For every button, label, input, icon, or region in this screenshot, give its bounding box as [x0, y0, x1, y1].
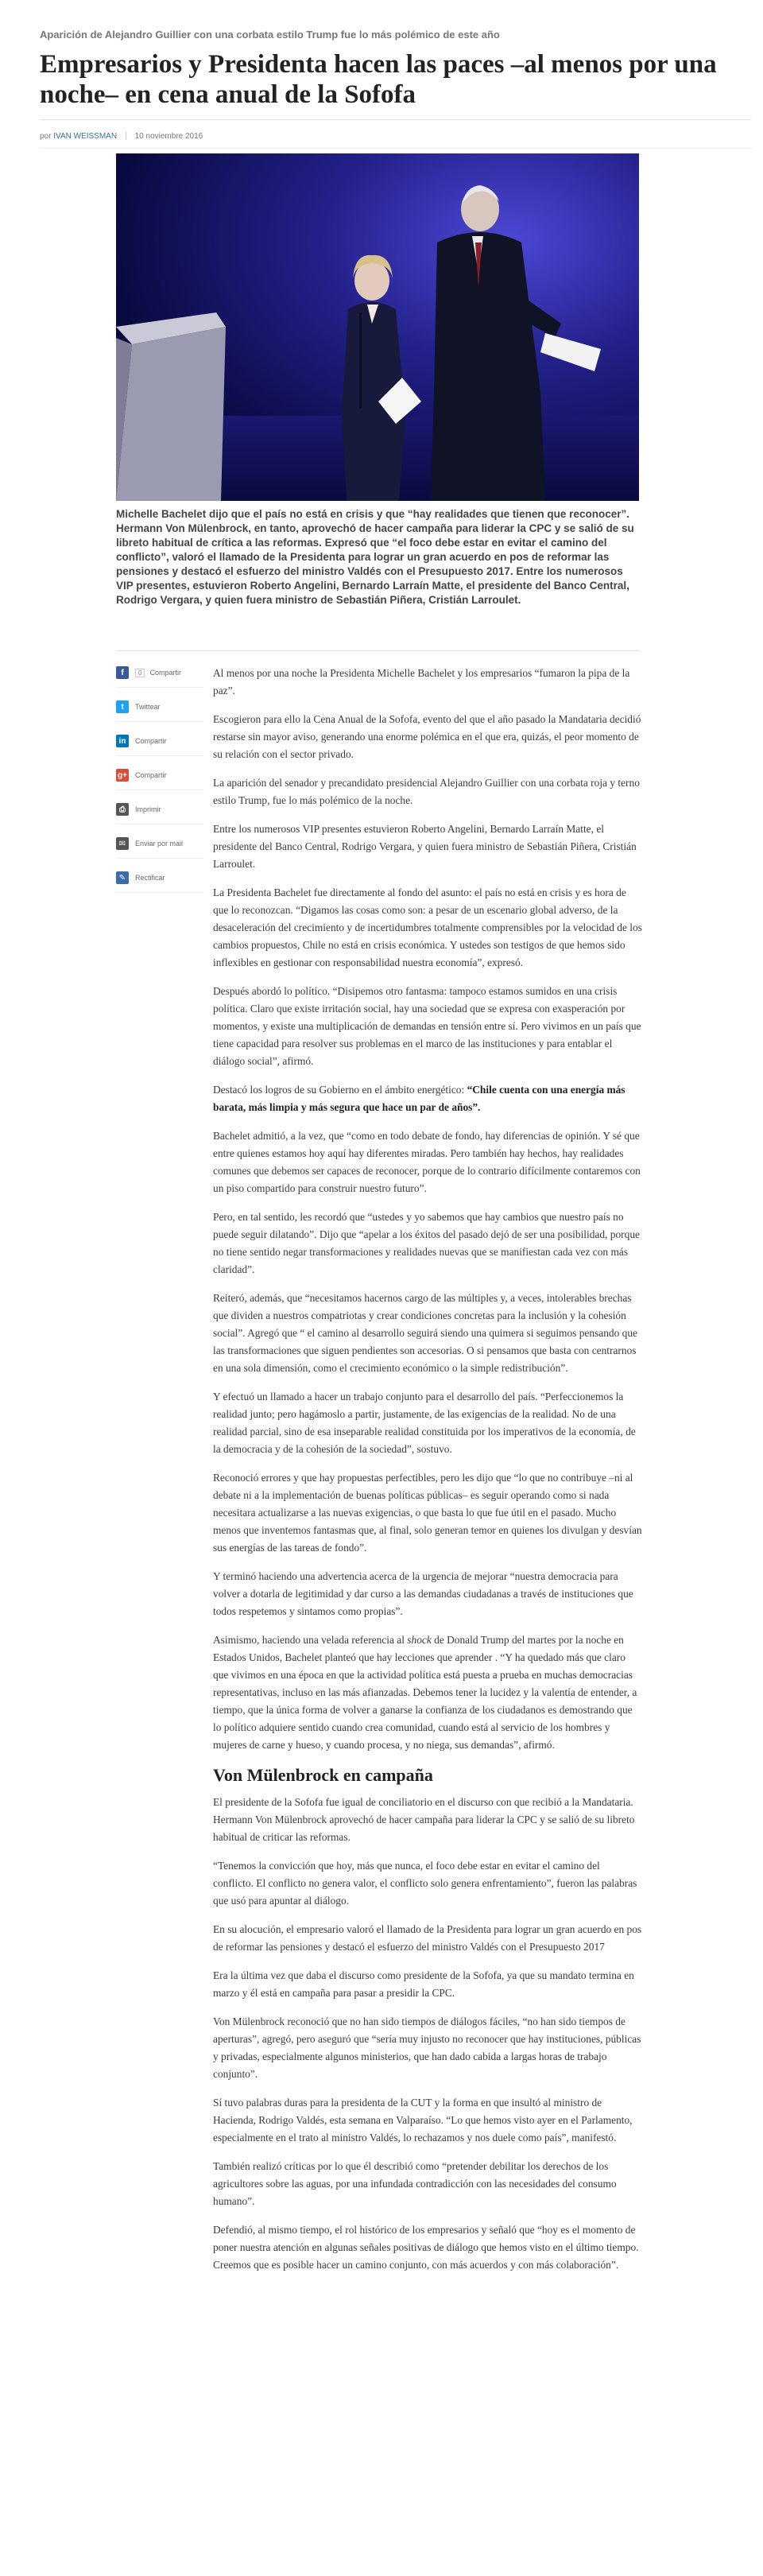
paragraph-italic: shock [407, 1634, 432, 1646]
email-icon: ✉ [116, 837, 129, 850]
share-linkedin-button[interactable] [116, 733, 203, 756]
body-paragraph: También realizó críticas por lo que él describió como “pretender debilitar los derechos de los agricultores sobre las aguas, por una infundada contradicción con las necesidades del consumo humano”. [213, 2160, 617, 2207]
paragraph-text: Destacó los logros de su Gobierno en el ámbito energético: [213, 1084, 467, 1096]
print-icon: ⎙ [116, 803, 129, 816]
author-link[interactable]: IVAN WEISSMAN [53, 132, 118, 141]
paragraph-text: de Donald Trump del martes por la noche en Estados Unidos, Bachelet planteó que hay lecciones que aprender . “Y ha quedado más que claro que vivimos en una época en que la actividad política está puesta a prueba en muchas democracias representativas, incluso en las más afianzadas. Debemos tener la lucidez y la valentía de entender, a tiempo, que la única forma de volver a ganarse la confianza de los ciudadanos es demostrando que lo político adquiere sentido cuando crea comunidad, cuando está al servicio de los hombres y mujeres de carne y hueso, y cuando procesa, y no niega, sus demandas”, afirmó. [213, 1634, 637, 1751]
body-paragraph: El presidente de la Sofofa fue igual de conciliatorio en el discurso con que recibió a la Mandataria. Hermann Von Mülenbrock aprovechó de hacer campaña para liderar la CPC y se salió de su libreto habitual de criticar las reformas. [213, 1796, 635, 1843]
share-label: Compartir [135, 771, 167, 779]
share-label: Twittear [135, 703, 161, 711]
googleplus-icon: g+ [116, 769, 129, 782]
body-paragraph: Al menos por una noche la Presidenta Michelle Bachelet y los empresarios “fumaron la pipa de la paz”. [213, 667, 630, 696]
article-title: Empresarios y Presidenta hacen las paces –al menos por una noche– en cena anual de la Sofofa [40, 50, 717, 109]
body-paragraph: En su alocución, el empresario valoró el llamado de la Presidenta para lograr un gran acuerdo en pos de reformar las pensiones y destacó el esfuerzo del ministro Valdés con el Presupuesto 2017 [213, 1923, 642, 1953]
share-facebook-button[interactable] [116, 665, 203, 688]
share-googleplus-button[interactable] [116, 767, 203, 790]
body-paragraph: La Presidenta Bachelet fue directamente al fondo del asunto: el país no está en crisis y es hora de que lo reconozcan. “Digamos las cosas como son: a pesar de un escenario global adverso, de la desaceleración del crecimiento y de incertidumbres totalmente comprensibles por la velocidad de los cambios propuestos, Chile no está en crisis económica. Y ustedes son testigos de que hemos sido inflexibles en gestionar con responsabilidad nuestra economía”, expresó. [213, 886, 642, 968]
body-paragraph: Sí tuvo palabras duras para la presidenta de la CUT y la forma en que insultó al ministro de Hacienda, Rodrigo Valdés, esta semana en Valparaíso. “Lo que hemos visto ayer en el Parlamento, especialmente en el trato al ministro Valdés, lo rechazamos y nos duele como país”, manifestó. [213, 2097, 633, 2143]
share-print-button[interactable] [116, 801, 203, 824]
share-label: Rectificar [135, 874, 165, 882]
section-heading: Von Mülenbrock en campaña [213, 1765, 433, 1785]
paragraph-emphasis: “Chile cuenta con una energía más barata, más limpia y más segura que hace un par de años”. [213, 1084, 626, 1113]
body-paragraph [213, 1631, 642, 1754]
share-label: Compartir [149, 669, 181, 677]
linkedin-icon: in [116, 735, 129, 747]
share-correct-button[interactable] [116, 870, 203, 893]
share-twitter-button[interactable] [116, 699, 203, 722]
body-paragraph: Era la última vez que daba el discurso como presidente de la Sofofa, ya que su mandato termina en marzo y él está en campaña para pasar a presidir la CPC. [213, 1969, 634, 1999]
share-label: Compartir [135, 737, 167, 745]
publish-date: 10 noviembre 2016 [134, 132, 203, 141]
byline [40, 132, 739, 141]
share-toolbar [116, 665, 203, 904]
body-paragraph: Y efectuó un llamado a hacer un trabajo conjunto para el desarrollo del país. “Perfeccionemos la realidad junto; pero hagámoslo a partir, justamente, de las exigencias de la realidad. No de una realidad parcial, sino de esa inseparable realidad constituida por los imperativos de la economía, de la democracia y de la cohesión de la sociedad”, sostuvo. [213, 1391, 636, 1455]
body-paragraph: Reconoció errores y que hay propuestas perfectibles, pero les dijo que “lo que no contribuye –ni al debate ni a la implementación de buenas políticas públicas– es seguir operando como si nada necesitara actualizarse a las nuevas exigencias, o que basta lo que fue útil en el pasado. Mucho menos que inventemos fantasmas que, al final, solo generan temor en quienes los divulgan y desvían sus energías de las tareas de fondo”. [213, 1472, 642, 1554]
pencil-icon: ✎ [116, 871, 129, 884]
article-lead: Michelle Bachelet dijo que el país no está en crisis y que “hay realidades que tienen que reconocer”. Hermann Von Mülenbrock, en tanto, aprovechó de hacer campaña para liderar la CPC y se salió de su libreto habitual de crítica a las reformas. Expresó que “el foco debe estar en evitar el camino del conflicto”, valoró el llamado de la Presidenta para lograr un gran acuerdo en pos de reformar las pensiones y destacó el esfuerzo del ministro Valdés con el Presupuesto 2017. Entre los numerosos VIP presentes, estuvieron Roberto Angelini, Bernardo Larraín Matte, el presidente del Banco Central, Rodrigo Vergara, y quien fuera ministro de Sebastián Piñera, Cristián Larroulet. [116, 508, 634, 606]
body-paragraph: Pero, en tal sentido, les recordó que “ustedes y yo sabemos que hay cambios que nuestro país no puede seguir dilatando”. Dijo que “apelar a los éxitos del pasado dejó de ser una posibilidad, porque no tiene sentido negar transformaciones y realidades nuevas que se manifiestan cada vez con más claridad”. [213, 1211, 640, 1275]
article-body [213, 665, 642, 2285]
facebook-icon: f [116, 666, 129, 679]
body-paragraph: Y terminó haciendo una advertencia acerca de la urgencia de mejorar “nuestra democracia para volver a dotarla de legitimidad y dar curso a las demandas ciudadanas a través de instituciones que todos respetemos y sintamos como propias”. [213, 1570, 633, 1617]
lead-divider [116, 650, 639, 651]
article-photo [116, 153, 639, 501]
body-paragraph: Escogieron para ello la Cena Anual de la Sofofa, evento del que el año pasado la Mandataria decidió restarse sin mayor aviso, generando una enorme polémica en el que era, quizás, el peor momento de su relación con el sector privado. [213, 713, 641, 760]
byline-divider [40, 148, 751, 149]
body-paragraph: Defendió, al mismo tiempo, el rol histórico de los empresarios y señaló que “hoy es el momento de poner nuestra atención en algunas señales positivas de diálogo que hemos visto en el último tiempo. Creemos que es posible hacer un camino conjunto, con más acuerdos y con más colaboración”. [213, 2224, 639, 2271]
body-paragraph: La aparición del senador y precandidato presidencial Alejandro Guillier con una corbata roja y terno estilo Trump, fue lo más polémico de la noche. [213, 777, 640, 806]
body-paragraph: Von Mülenbrock reconoció que no han sido tiempos de diálogos fáciles, “no han sido tiempos de aperturas”, agregó, pero aseguró que “sería muy injusto no reconocer que hay instituciones, públicas y privadas, especialmente algunos ministerios, que han dado cabida a largas horas de trabajo conjunto”. [213, 2015, 641, 2080]
twitter-icon: t [116, 700, 129, 713]
share-label: Enviar por mail [135, 840, 184, 848]
paragraph-text: Asimismo, haciendo una velada referencia al [213, 1634, 408, 1646]
share-label: Imprimir [135, 805, 161, 813]
body-paragraph: Entre los numerosos VIP presentes estuvieron Roberto Angelini, Bernardo Larraín Matte, el presidente del Banco Central, Rodrigo Vergara, y quien fuera ministro de Sebastián Piñera, Cristián Larroulet. [213, 823, 637, 870]
body-paragraph: “Tenemos la convicción que hoy, más que nunca, el foco debe estar en evitar el camino del conflicto. El conflicto no genera valor, el conflicto solo genera enfrentamiento”, fueron las palabras que usó para apuntar al diálogo. [213, 1860, 637, 1907]
share-count: 0 [135, 669, 145, 677]
byline-prefix: por [40, 132, 52, 141]
body-paragraph: Reiteró, además, que “necesitamos hacernos cargo de las múltiples y, a veces, intolerables brechas que dividen a nuestros compatriotas y crear condiciones concretas para la inclusión y la cohesión social”. Agregó que “ el camino al desarrollo seguirá siendo una quimera si seguimos pensando que las transformaciones que siguen pendientes son accesorias. O si pensamos que basta con centrarnos en una sola dimensión, como el crecimiento económico o la simple redistribución”. [213, 1292, 637, 1374]
body-paragraph: Bachelet admitió, a la vez, que “como en todo debate de fondo, hay diferencias de opinión. Y sé que entre quienes estamos hoy aquí hay diferentes miradas. Pero también hay hechos, hay realidades comunes que debemos ser capaces de reconocer, porque de lo contrario difícilmente contaremos con un piso compartido para construir nuestro futuro”. [213, 1130, 641, 1194]
body-paragraph: Después abordó lo político. “Disipemos otro fantasma: tampoco estamos sumidos en una crisis política. Claro que existe irritación social, hay una sociedad que se expresa con exasperación por momentos, y existe una multiplicación de demandas en tensión entre sí. Pero vivimos en un país que tiene capacidad para resolver sus problemas en el marco de las instituciones y para entablar el diálogo social”, afirmó. [213, 985, 641, 1067]
title-divider [40, 119, 751, 120]
body-paragraph [213, 1081, 642, 1116]
article-kicker: Aparición de Alejandro Guillier con una corbata estilo Trump fue lo más polémico de este año [40, 29, 500, 41]
share-email-button[interactable] [116, 836, 203, 859]
